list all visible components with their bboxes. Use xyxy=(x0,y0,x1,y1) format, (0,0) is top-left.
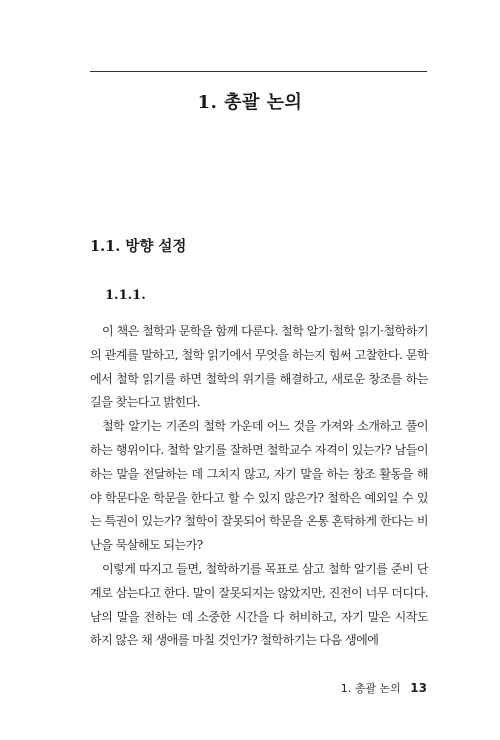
paragraph: 이 책은 철학과 문학을 함께 다룬다. 철학 알기·철학 읽기·철학하기의 관계를 말하고, 철학 읽기에서 무엇을 하는지 힘써 고찰한다. 문학에서 철학 읽기를 하면 철학의 위기를 해결하고, 새로운 창조를 하는 길을 찾는다고 밝힌다. xyxy=(90,324,428,410)
chapter-title: 1. 총괄 논의 xyxy=(197,92,303,113)
body-text xyxy=(90,320,428,653)
section-heading: 1.1. 방향 설정 xyxy=(90,238,187,255)
subsection-heading: 1.1.1. xyxy=(105,288,146,303)
page-footer xyxy=(341,680,427,696)
page-number: 13 xyxy=(410,681,427,695)
top-rule xyxy=(90,71,427,72)
running-title: 1. 총괄 논의 xyxy=(340,682,401,695)
paragraph: 철학 알기는 기존의 철학 가운데 어느 것을 가져와 소개하고 풀이하는 행위이다. 철학 알기를 잘하면 철학교수 자격이 있는가? 남들이 하는 말을 전달하는 데 그치지 않고, 자기 말을 하는 창조 활동을 해야 학문다운 학문을 한다고 할 수 있지 않은가? 철학은 예외일 수 있는 특권이 있는가? 철학이 잘못되어 학문을 온통 혼탁하게 한다는 비난을 묵살해도 되는가? xyxy=(90,419,428,553)
paragraph: 이렇게 따지고 들면, 철학하기를 목표로 삼고 철학 알기를 준비 단계로 삼는다고 한다. 말이 잘못되지는 않았지만, 진전이 너무 더디다. 남의 말을 전하는 데 소중한 시간을 다 허비하고, 자기 말은 시작도 하지 않은 채 생애를 마칠 것인가? 철학하기는 다음 생에에 xyxy=(90,561,428,648)
